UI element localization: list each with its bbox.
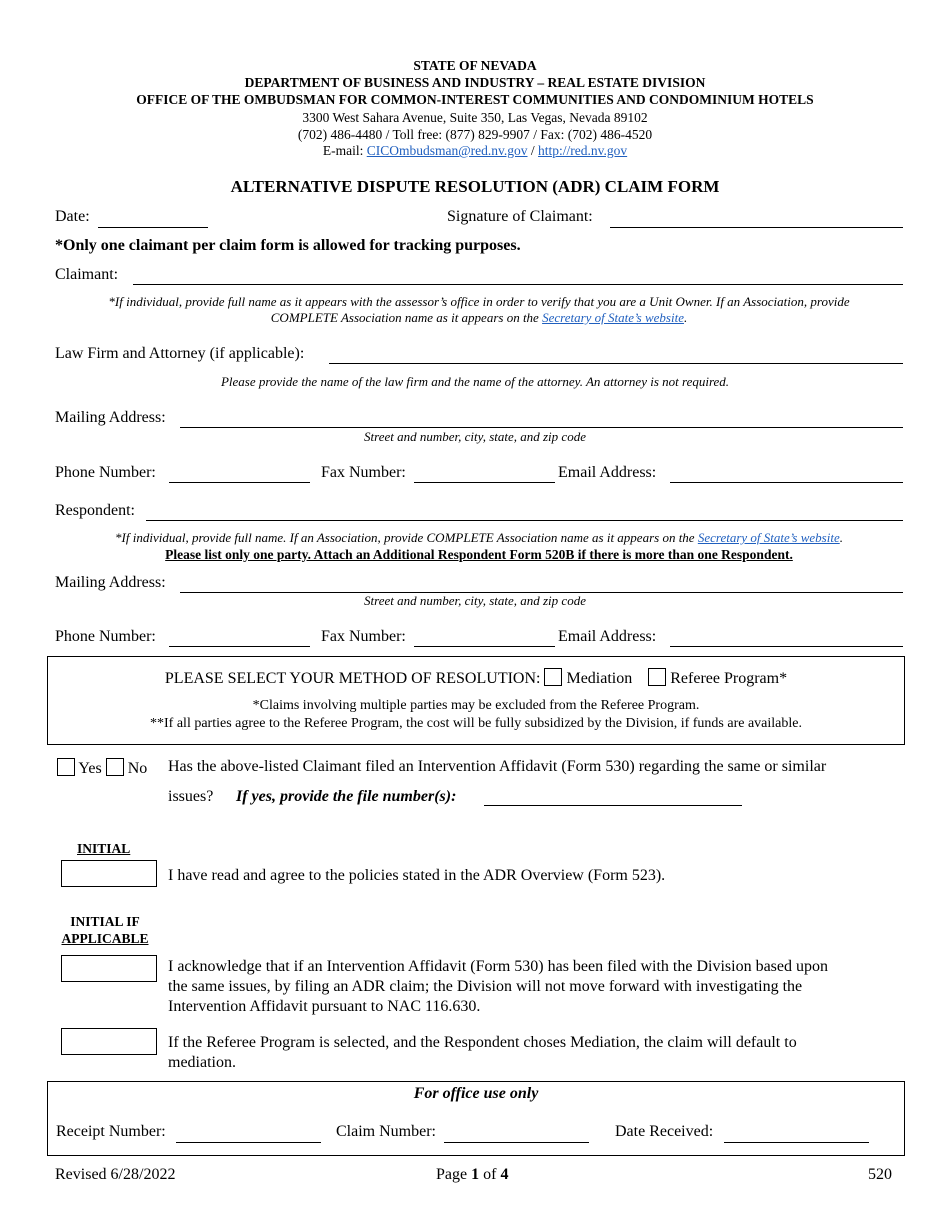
referee-label: Referee Program*	[670, 670, 788, 687]
department-title: DEPARTMENT OF BUSINESS AND INDUSTRY – REAL ESTATE DIVISION	[244, 75, 706, 90]
state-title: STATE OF NEVADA	[413, 58, 537, 73]
no-label: No	[127, 760, 148, 777]
resolution-box	[47, 656, 905, 745]
of-word: of	[483, 1166, 497, 1183]
claimant-mailing-note: Street and number, city, state, and zip code	[364, 429, 586, 444]
form-title: ALTERNATIVE DISPUTE RESOLUTION (ADR) CLAIM FORM	[230, 177, 720, 196]
ack-line-3: Intervention Affidavit pursuant to NAC 116.630.	[168, 998, 481, 1015]
respondent-field[interactable]	[146, 520, 903, 521]
claim-number-label: Claim Number:	[336, 1123, 436, 1140]
resolution-row	[48, 668, 904, 688]
respondent-phone-label: Phone Number:	[55, 628, 156, 645]
referee-default-line-2: mediation.	[168, 1054, 236, 1071]
respondent-email-label: Email Address:	[558, 628, 657, 645]
page-word: Page	[436, 1166, 468, 1183]
respondent-fax-field[interactable]	[414, 646, 555, 647]
referee-checkbox[interactable]	[648, 668, 666, 686]
claimant-mailing-label: Mailing Address:	[55, 409, 166, 426]
resolution-note-2: **If all parties agree to the Referee Program, the cost will be fully subsidized by the Division, if funds are available.	[150, 716, 802, 731]
referee-default-text	[168, 1033, 797, 1073]
resolution-prompt: PLEASE SELECT YOUR METHOD OF RESOLUTION:	[164, 670, 541, 687]
law-firm-field[interactable]	[329, 363, 903, 364]
respondent-note	[55, 530, 903, 546]
law-firm-label: Law Firm and Attorney (if applicable):	[55, 345, 305, 362]
date-label: Date:	[55, 208, 90, 225]
mediation-label: Mediation	[566, 670, 633, 687]
acknowledgement-text	[168, 957, 828, 1017]
referee-default-line-1: If the Referee Program is selected, and the Respondent choses Mediation, the claim will default to	[168, 1034, 797, 1051]
initial-if-applicable-label	[55, 913, 155, 947]
claimant-mailing-field[interactable]	[180, 427, 903, 428]
email-prefix: E-mail:	[322, 143, 364, 158]
initial-label: INITIAL	[77, 841, 131, 856]
claimant-email-field[interactable]	[670, 482, 903, 483]
claimant-email-label: Email Address:	[558, 464, 657, 481]
respondent-mailing-label: Mailing Address:	[55, 574, 166, 591]
claimant-sos-link[interactable]: Secretary of State’s website	[542, 310, 684, 325]
affidavit-question: Has the above-listed Claimant filed an Intervention Affidavit (Form 530) regarding the same or similar	[168, 758, 827, 775]
initial-box-3[interactable]	[61, 1028, 157, 1055]
initial-box-2[interactable]	[61, 955, 157, 982]
email-link[interactable]: CICOmbudsman@red.nv.gov	[366, 143, 528, 158]
claimant-note-period: .	[683, 310, 688, 325]
yes-label: Yes	[78, 760, 102, 777]
claimant-label: Claimant:	[55, 266, 119, 283]
respondent-sos-link[interactable]: Secretary of State’s website	[697, 530, 840, 545]
yes-checkbox[interactable]	[57, 758, 75, 776]
revised-date: Revised 6/28/2022	[55, 1166, 176, 1183]
claimant-field[interactable]	[133, 284, 903, 285]
date-field[interactable]	[98, 227, 208, 228]
resolution-note-1: *Claims involving multiple parties may be excluded from the Referee Program.	[252, 698, 700, 713]
affidavit-answer	[57, 758, 147, 778]
mediation-checkbox[interactable]	[544, 668, 562, 686]
contact-line	[0, 142, 950, 159]
signature-label: Signature of Claimant:	[447, 208, 593, 225]
respondent-fax-label: Fax Number:	[321, 628, 406, 645]
respondent-note-text: *If individual, provide full name. If an Association, provide COMPLETE Association name as it appears on the	[115, 530, 695, 545]
initial-statement: I have read and agree to the policies stated in the ADR Overview (Form 523).	[168, 867, 666, 884]
office-title: OFFICE OF THE OMBUDSMAN FOR COMMON-INTEREST COMMUNITIES AND CONDOMINIUM HOTELS	[136, 92, 814, 107]
office-address: 3300 West Sahara Avenue, Suite 350, Las Vegas, Nevada 89102	[302, 110, 648, 125]
affidavit-question-cont: issues?	[168, 788, 214, 805]
file-number-prompt: If yes, provide the file number(s):	[236, 788, 457, 805]
claimant-note-line-1: *If individual, provide full name as it appears with the assessor’s office in order to verify that you are a Unit Owner. If an Association, provide	[108, 294, 850, 309]
website-link[interactable]: http://red.nv.gov	[538, 143, 628, 158]
form-number: 520	[868, 1166, 892, 1183]
claimant-fax-field[interactable]	[414, 482, 555, 483]
ack-line-1: I acknowledge that if an Intervention Affidavit (Form 530) has been filed with the Division based upon	[168, 958, 828, 975]
page-indicator	[436, 1166, 508, 1184]
law-firm-note: Please provide the name of the law firm and the name of the attorney. An attorney is not required.	[220, 374, 730, 389]
ack-line-2: the same issues, by filing an ADR claim; the Division will not move forward with investigating the	[168, 978, 803, 995]
respondent-mailing-note: Street and number, city, state, and zip code	[364, 593, 586, 608]
claimant-fax-label: Fax Number:	[321, 464, 406, 481]
claimant-phone-field[interactable]	[169, 482, 310, 483]
claimant-note	[55, 294, 903, 326]
respondent-warning: Please list only one party. Attach an Additional Respondent Form 520B if there is more than one Respondent.	[165, 547, 793, 562]
office-use-box	[47, 1081, 905, 1156]
respondent-label: Respondent:	[55, 502, 135, 519]
page-number: 1	[471, 1166, 480, 1183]
claimant-phone-label: Phone Number:	[55, 464, 156, 481]
claim-number-field[interactable]	[444, 1142, 589, 1143]
initial-if-line-1: INITIAL IF	[70, 914, 140, 929]
respondent-email-field[interactable]	[670, 646, 903, 647]
one-claimant-note: *Only one claimant per claim form is allowed for tracking purposes.	[55, 237, 521, 254]
claimant-note-text: COMPLETE Association name as it appears on the	[270, 310, 539, 325]
office-phones: (702) 486-4480 / Toll free: (877) 829-9907 / Fax: (702) 486-4520	[297, 127, 653, 142]
initial-if-line-2: APPLICABLE	[61, 931, 149, 946]
receipt-label: Receipt Number:	[56, 1123, 166, 1140]
claimant-note-line-2	[55, 310, 903, 326]
office-use-title: For office use only	[413, 1085, 539, 1102]
contact-separator: /	[530, 143, 535, 158]
file-number-field[interactable]	[484, 805, 742, 806]
no-checkbox[interactable]	[106, 758, 124, 776]
page-total: 4	[500, 1166, 509, 1183]
respondent-phone-field[interactable]	[169, 646, 310, 647]
date-received-field[interactable]	[724, 1142, 869, 1143]
date-received-label: Date Received:	[615, 1123, 714, 1140]
initial-box-1[interactable]	[61, 860, 157, 887]
signature-field[interactable]	[610, 227, 903, 228]
respondent-note-period: .	[839, 530, 843, 545]
receipt-field[interactable]	[176, 1142, 321, 1143]
